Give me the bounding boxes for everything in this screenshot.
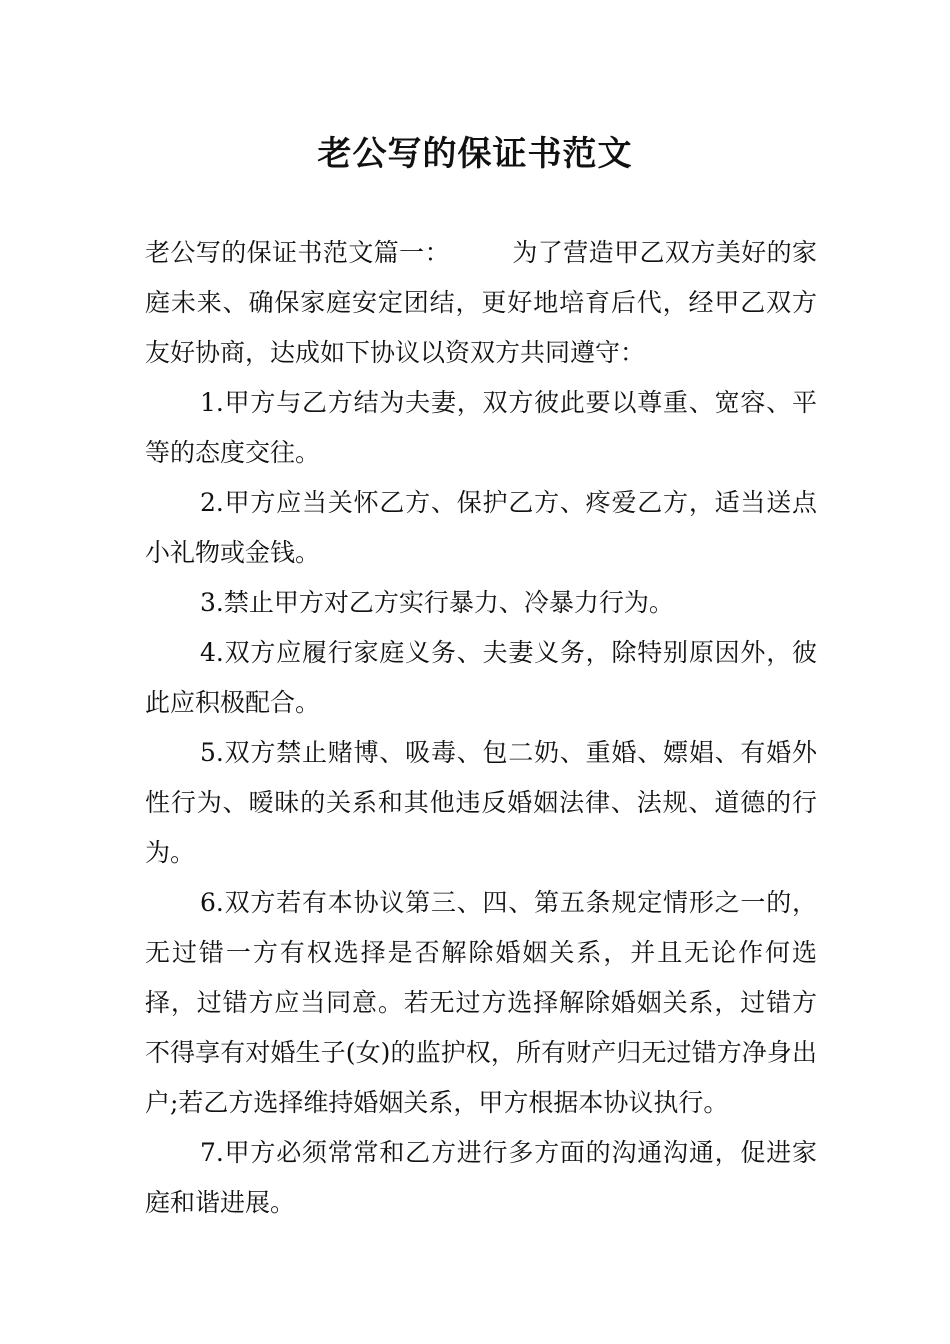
clause-5: 5.双方禁止赌博、吸毒、包二奶、重婚、嫖娼、有婚外性行为、暧昧的关系和其他违反婚姻法律、法规、道德的行为。: [145, 738, 817, 867]
intro-paragraph: [145, 228, 817, 378]
intro-text: 为了营造甲乙双方美好的家庭未来、确保家庭安定团结，更好地培育后代，经甲乙双方友好协商，达成如下协议以资双方共同遵守：: [145, 238, 817, 367]
document-body: [145, 228, 817, 1228]
document-title: 老公写的保证书范文: [317, 134, 633, 174]
clause-4: 4.双方应履行家庭义务、夫妻义务，除特别原因外，彼此应积极配合。: [145, 638, 817, 717]
clause-3: 3.禁止甲方对乙方实行暴力、冷暴力行为。: [200, 588, 674, 617]
clause-6: 6.双方若有本协议第三、四、第五条规定情形之一的，无过错一方有权选择是否解除婚姻关系，并且无论作何选择，过错方应当同意。若无过方选择解除婚姻关系，过错方不得享有对婚生子(女)的监护权，所有财产归无过错方净身出户;若乙方选择维持婚姻关系，甲方根据本协议执行。: [145, 888, 817, 1117]
clause-2: 2.甲方应当关怀乙方、保护乙方、疼爱乙方，适当送点小礼物或金钱。: [145, 488, 817, 567]
clause-1: 1.甲方与乙方结为夫妻，双方彼此要以尊重、宽容、平等的态度交往。: [145, 388, 817, 467]
clause-7: 7.甲方必须常常和乙方进行多方面的沟通沟通，促进家庭和谐进展。: [145, 1138, 817, 1217]
intro-label: 老公写的保证书范文篇一：: [145, 238, 450, 267]
